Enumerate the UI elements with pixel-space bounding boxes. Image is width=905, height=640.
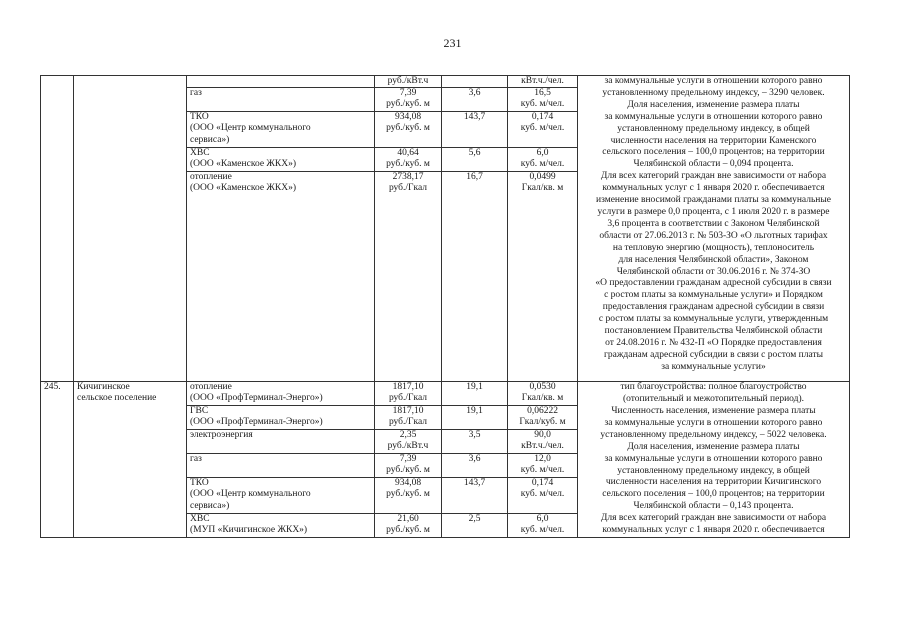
volume-cell: кВт.ч./чел.: [508, 76, 578, 88]
service-cell: ХВС (МУП «Кичигинское ЖКХ»): [187, 514, 375, 538]
volume-cell: 6,0 куб. м/чел.: [508, 514, 578, 538]
info-cell: за коммунальные услуги в отношении которого равно установленному предельному индексу, – 3290 человек. Доля населения, изменение размера платы за коммунальные услуги в отношении которого равно установленному предельному индексу, в общей численности населения на территории Каменского сельского поселения – 100,0 процентов; на территории Челябинской области – 0,094 процента. Для всех категорий граждан вне зависимости от набора коммунальных услуг с 1 января 2020 г. обеспечивается изменение вносимой гражданами платы за коммунальные услуги в размере 0,0 процента, с 1 июля 2020 г. в размере 3,6 процента в соответствии с Законом Челябинской области от 27.06.2013 г. № 503-ЗО «О льготных тарифах на тепловую энергию (мощность), теплоноситель для населения Челябинской области», Законом Челябинской области от 30.06.2016 г. № 374-ЗО «О предоставлении гражданам адресной субсидии в связи с ростом платы за коммунальные услуги» и Порядком предоставления гражданам адресной субсидии в связи с ростом платы за коммунальные услуги, утвержденным постановлением Правительства Челябинской области от 24.08.2016 г. № 432-П «О Порядке предоставления гражданам адресной субсидии в связи с ростом платы за коммунальные услуги»: [578, 76, 850, 382]
tariff-cell: 40,64 руб./куб. м: [375, 148, 442, 172]
volume-cell: 12,0 куб. м/чел.: [508, 454, 578, 478]
table-row: [41, 382, 850, 406]
index-cell: 16,7: [442, 172, 508, 382]
table-row: [41, 76, 850, 88]
index-cell: 143,7: [442, 478, 508, 514]
index-cell: 19,1: [442, 382, 508, 406]
service-cell: отопление (ООО «Каменское ЖКХ»): [187, 172, 375, 382]
volume-cell: 0,0530 Гкал/кв. м: [508, 382, 578, 406]
index-cell: 143,7: [442, 112, 508, 148]
service-cell: ТКО (ООО «Центр коммунального сервиса»): [187, 112, 375, 148]
tariff-cell: 7,39 руб./куб. м: [375, 454, 442, 478]
volume-cell: 0,174 куб. м/чел.: [508, 112, 578, 148]
tariff-cell: 2738,17 руб./Гкал: [375, 172, 442, 382]
info-cell: тип благоустройства: полное благоустройство (отопительный и межотопительный период). Численность населения, изменение размера платы за коммунальные услуги в отношении которого равно установленному предельному индексу, – 5022 человека. Доля населения, изменение размера платы за коммунальные услуги в отношении которого равно установленному предельному индексу, в общей численности населения на территории Кичигинского сельского поселения – 100,0 процентов; на территории Челябинской области – 0,143 процента. Для всех категорий граждан вне зависимости от набора коммунальных услуг с 1 января 2020 г. обеспечивается: [578, 382, 850, 538]
row-number-cell: 245.: [41, 382, 74, 538]
tariff-cell: 21,60 руб./куб. м: [375, 514, 442, 538]
index-cell: 3,6: [442, 454, 508, 478]
tariff-cell: руб./кВт.ч: [375, 76, 442, 88]
service-cell: газ: [187, 88, 375, 112]
tariff-cell: 1817,10 руб./Гкал: [375, 382, 442, 406]
volume-cell: 6,0 куб. м/чел.: [508, 148, 578, 172]
settlement-cell: [74, 76, 187, 382]
service-cell: ТКО (ООО «Центр коммунального сервиса»): [187, 478, 375, 514]
volume-cell: 0,174 куб. м/чел.: [508, 478, 578, 514]
tariff-cell: 7,39 руб./куб. м: [375, 88, 442, 112]
service-cell: отопление (ООО «ПрофТерминал-Энерго»): [187, 382, 375, 406]
index-cell: 3,5: [442, 430, 508, 454]
service-cell: газ: [187, 454, 375, 478]
index-cell: 2,5: [442, 514, 508, 538]
volume-cell: 0,06222 Гкал/куб. м: [508, 406, 578, 430]
tariff-cell: 934,08 руб./куб. м: [375, 112, 442, 148]
volume-cell: 16,5 куб. м/чел.: [508, 88, 578, 112]
service-cell: электроэнергия: [187, 430, 375, 454]
service-cell: ХВС (ООО «Каменское ЖКХ»): [187, 148, 375, 172]
volume-cell: 90,0 кВт.ч./чел.: [508, 430, 578, 454]
index-cell: [442, 76, 508, 88]
row-number-cell: [41, 76, 74, 382]
service-cell: [187, 76, 375, 88]
index-cell: 5,6: [442, 148, 508, 172]
index-cell: 19,1: [442, 406, 508, 430]
tariff-cell: 1817,10 руб./Гкал: [375, 406, 442, 430]
volume-cell: 0,0499 Гкал/кв. м: [508, 172, 578, 382]
tariff-table: [40, 75, 850, 538]
service-cell: ГВС (ООО «ПрофТерминал-Энерго»): [187, 406, 375, 430]
page-number: 231: [443, 36, 462, 50]
index-cell: 3,6: [442, 88, 508, 112]
tariff-cell: 2,35 руб./кВт.ч: [375, 430, 442, 454]
settlement-cell: Кичигинское сельское поселение: [74, 382, 187, 538]
tariff-cell: 934,08 руб./куб. м: [375, 478, 442, 514]
